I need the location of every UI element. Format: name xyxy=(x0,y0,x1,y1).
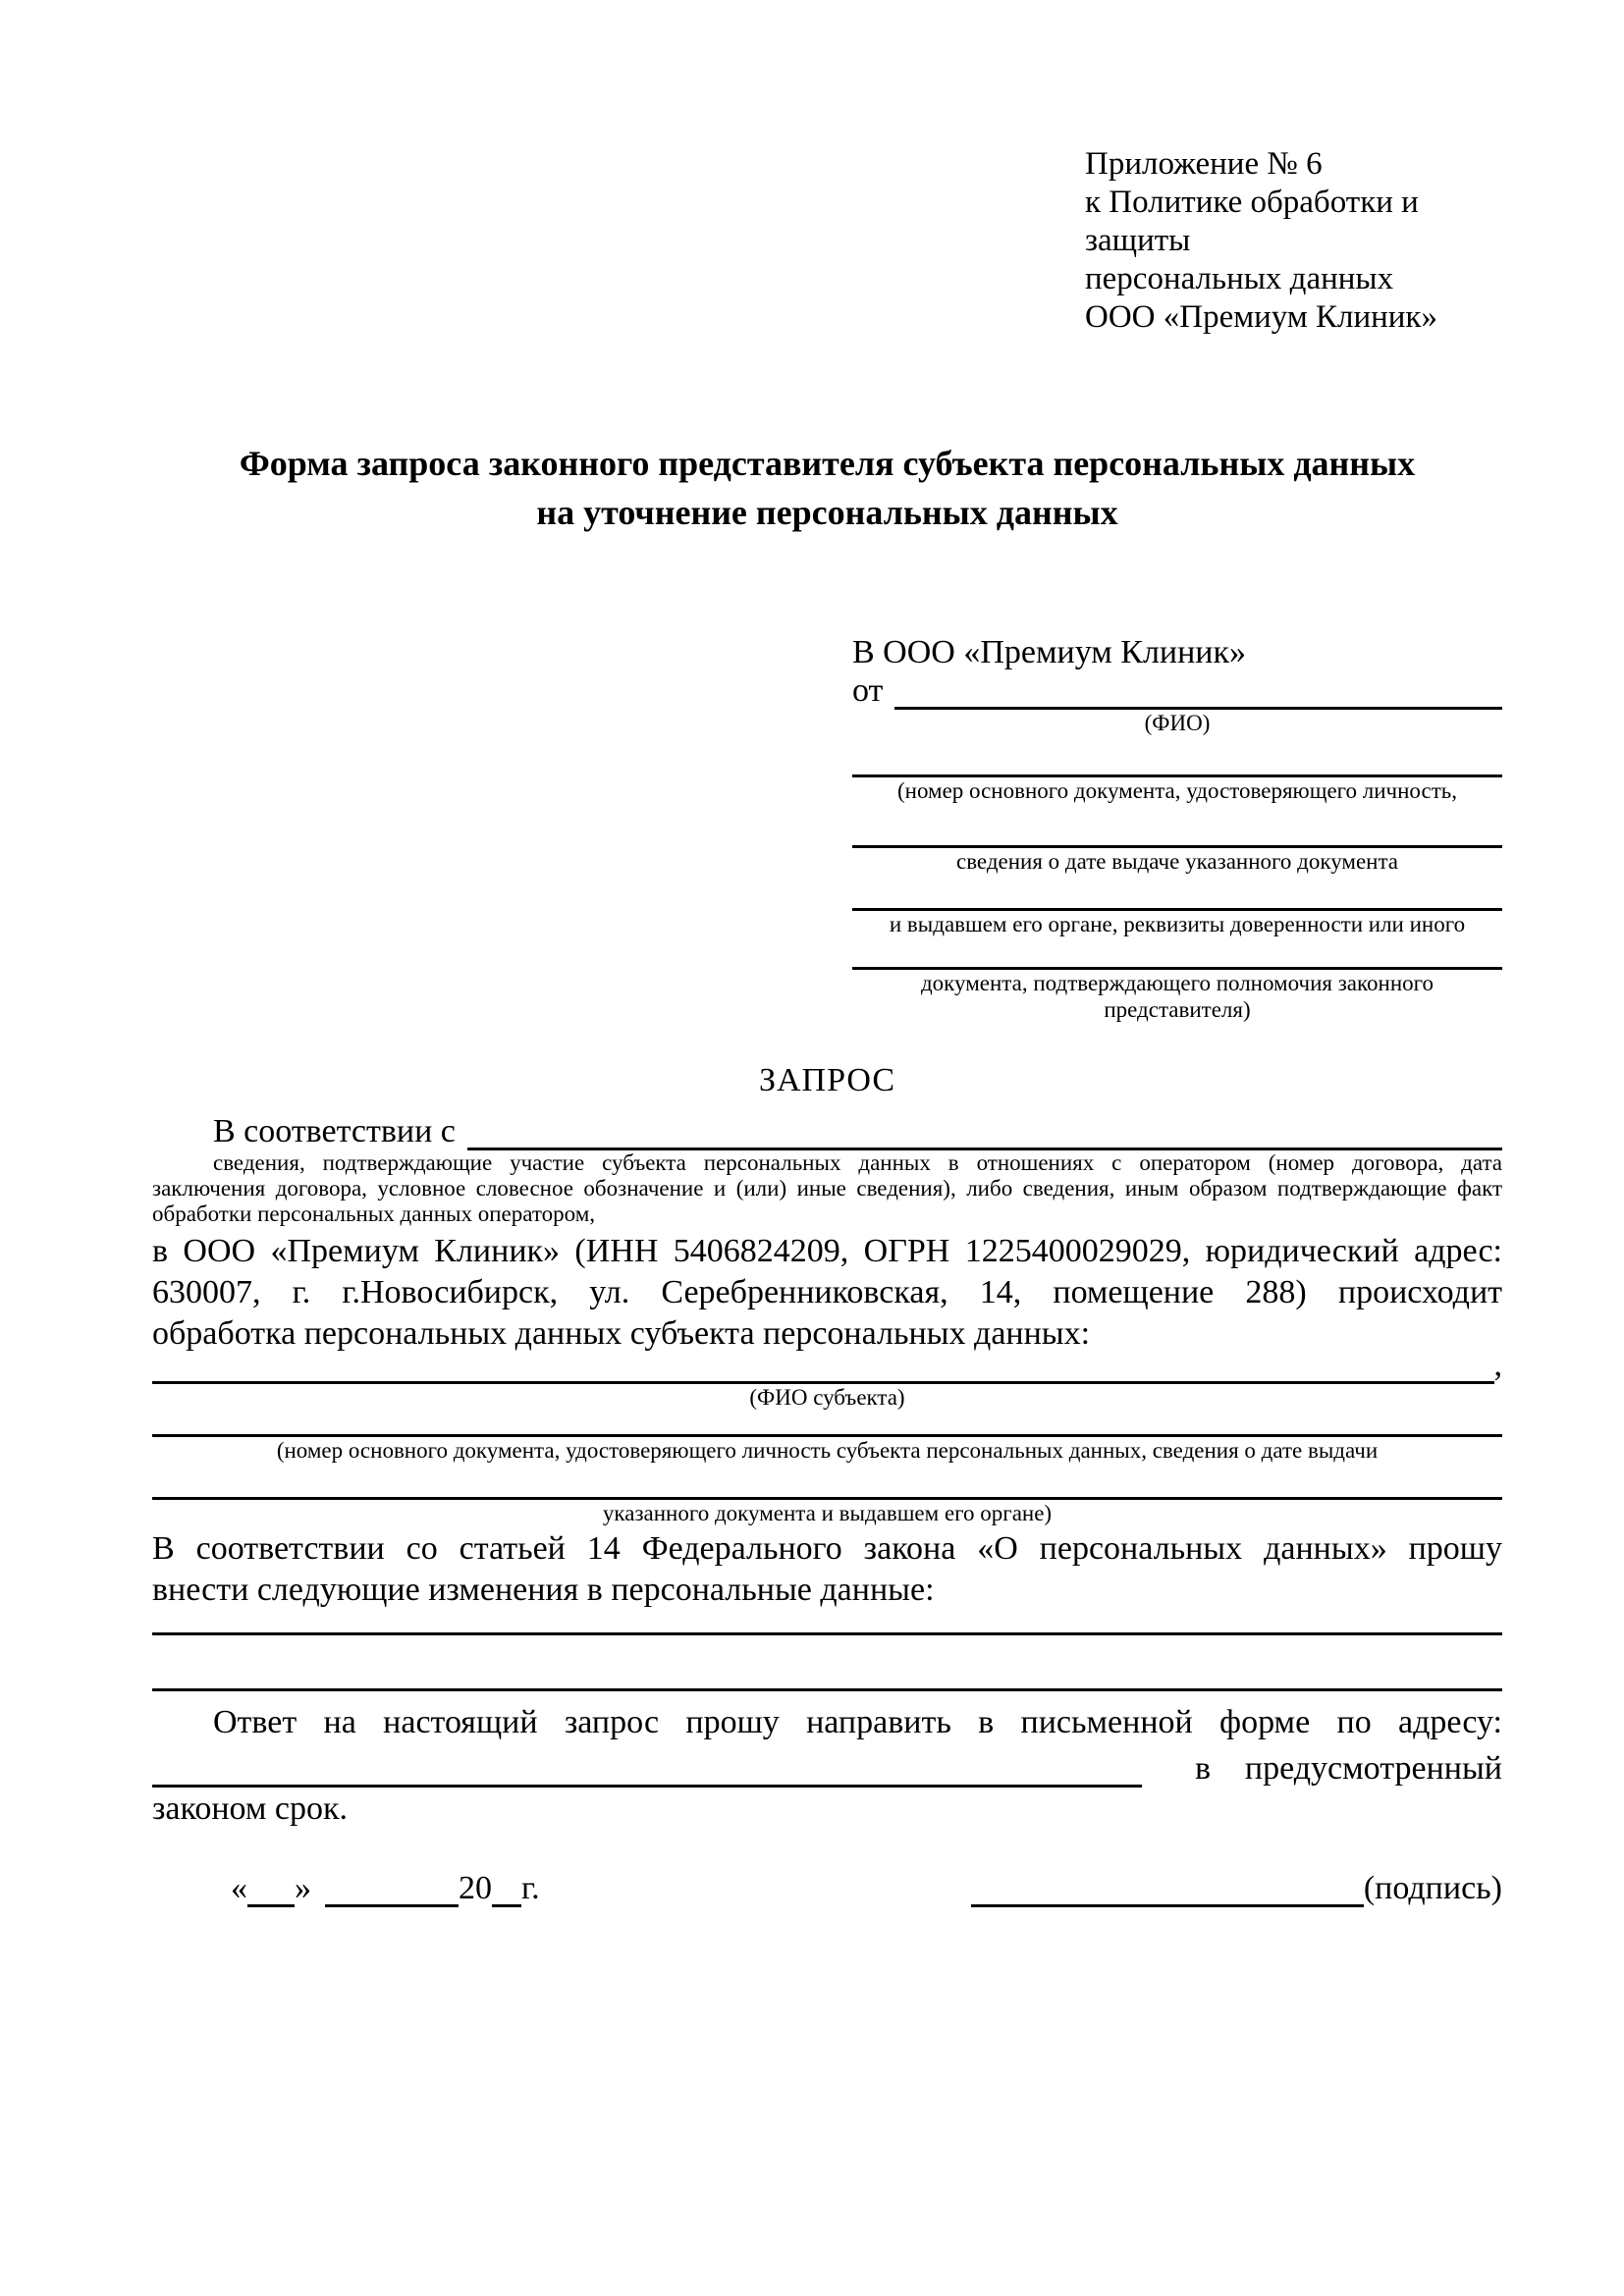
answer-paragraph-line-1: Ответ на настоящий запрос прошу направить в письменной форме по адресу: xyxy=(213,1704,1502,1740)
answer-inline-text-1: в xyxy=(1195,1750,1212,1787)
date-quote-open: « xyxy=(231,1870,247,1906)
addressee-block xyxy=(852,633,1502,1023)
request-heading: ЗАПРОС xyxy=(758,1062,896,1098)
from-row xyxy=(852,672,1502,710)
subject-line-comma: , xyxy=(1493,1347,1502,1383)
caption-doc-issue-date: сведения о дате выдаче указанного документа xyxy=(955,849,1399,874)
addressee-org: В ООО «Премиум Клиник» xyxy=(852,634,1247,670)
caption-fio: (ФИО) xyxy=(1144,711,1211,735)
signature-caption: (подпись) xyxy=(1363,1870,1502,1906)
signature-input-line[interactable] xyxy=(971,1904,1364,1907)
answer-address-row xyxy=(152,1744,1502,1788)
year-prefix: 20 xyxy=(459,1870,492,1906)
answer-inline-text-2: предусмотренный xyxy=(1244,1750,1502,1787)
form-title xyxy=(152,439,1502,537)
month-input-line[interactable] xyxy=(325,1904,459,1907)
form-title-line-1: Форма запроса законного представителя субъекта персональных данных xyxy=(239,444,1416,483)
date-group xyxy=(231,1864,540,1907)
basis-label: В соответствии с xyxy=(213,1113,456,1149)
form-title-line-2: на уточнение персональных данных xyxy=(536,493,1118,532)
answer-paragraph-line-3: законом срок. xyxy=(152,1790,348,1827)
day-input-line[interactable] xyxy=(247,1904,295,1907)
signature-group xyxy=(971,1864,1502,1907)
answer-paragraph-end xyxy=(152,1788,1502,1831)
caption-subject-doc-1: (номер основного документа, удостоверяющего личность субъекта персональных данных, сведения о дате выдачи xyxy=(276,1438,1379,1463)
from-label: от xyxy=(852,672,884,709)
changes-input-line-2[interactable] xyxy=(152,1688,1502,1691)
annex-line: Приложение № 6 xyxy=(1085,146,1323,182)
law-paragraph-line: внести следующие изменения в персональные данные: xyxy=(152,1572,935,1608)
date-quote-close: » xyxy=(295,1870,311,1906)
basis-footnote-line: обработки персональных данных оператором, xyxy=(152,1201,595,1226)
operator-paragraph xyxy=(152,1231,1502,1355)
caption-doc-number: (номер основного документа, удостоверяющего личность, xyxy=(896,778,1457,803)
caption-subject-doc-2: указанного документа и выдавшем его органе) xyxy=(602,1501,1053,1525)
caption-doc-power: документа, подтверждающего полномочия законного представителя) xyxy=(920,971,1434,1022)
annex-line: к Политике обработки и защиты xyxy=(1085,185,1419,258)
operator-paragraph-line: 630007, г. г.Новосибирск, ул. Серебренниковская, 14, помещение 288) происходит xyxy=(152,1274,1502,1310)
changes-input-line-1[interactable] xyxy=(152,1632,1502,1635)
basis-footnote xyxy=(152,1150,1502,1227)
basis-row xyxy=(152,1109,1502,1150)
annex-line: ООО «Премиум Клиник» xyxy=(1085,299,1437,335)
basis-footnote-line: сведения, подтверждающие участие субъекта персональных данных в отношениях с оператором (номер договора, дата xyxy=(213,1150,1502,1175)
caption-doc-authority: и выдавшем его органе, реквизиты доверенности или иного xyxy=(889,912,1466,936)
law-paragraph xyxy=(152,1528,1502,1611)
annex-block xyxy=(1085,145,1507,337)
year-input-line[interactable] xyxy=(492,1904,521,1907)
year-suffix: г. xyxy=(521,1870,540,1906)
subject-fio-row xyxy=(152,1347,1502,1384)
answer-paragraph xyxy=(152,1701,1502,1744)
operator-paragraph-line: в ООО «Премиум Клиник» (ИНН 5406824209, ОГРН 1225400029029, юридический адрес: xyxy=(152,1233,1502,1269)
law-paragraph-line: В соответствии со статьей 14 Федерального закона «О персональных данных» прошу xyxy=(152,1530,1502,1567)
caption-subject-fio: (ФИО субъекта) xyxy=(749,1385,905,1410)
basis-footnote-line: заключения договора, условное словесное обозначение и (или) иные сведения), либо сведения, иным образом подтверждающие факт xyxy=(152,1176,1502,1201)
annex-line: персональных данных xyxy=(1085,261,1394,296)
operator-paragraph-line: обработка персональных данных субъекта персональных данных: xyxy=(152,1315,1091,1352)
date-signature-row xyxy=(152,1864,1502,1907)
